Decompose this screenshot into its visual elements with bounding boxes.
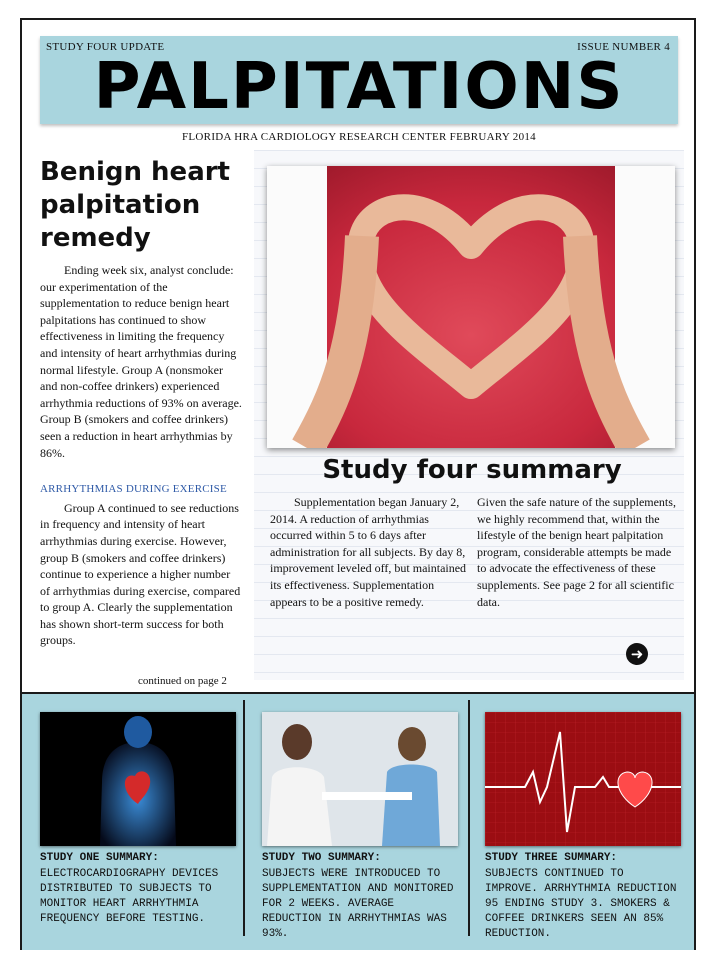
xray-heart-image <box>40 712 236 846</box>
summary-column-2 <box>477 494 677 610</box>
study-three-card <box>485 712 681 942</box>
summary-headline: Study four summary <box>322 455 622 485</box>
heart-hands-photo <box>267 166 675 448</box>
card-title: STUDY ONE SUMMARY: <box>40 852 159 864</box>
study-one-card <box>40 712 236 927</box>
card-divider <box>243 700 245 936</box>
summary-paragraph-2: Given the safe nature of the supplements, we highly recommend that, within the lifestyle of the benign heart palpitation program, considerable attempts be made to advocate the effectiveness of these supplements. See page 2 for all scientific data. <box>477 495 676 609</box>
ekg-heart-image <box>485 712 681 846</box>
card-text: ELECTROCARDIOGRAPHY DEVICES DISTRIBUTED TO SUBJECTS TO MONITOR HEART ARRHYTHMIA FREQUENCY BEFORE TESTING. <box>40 868 219 925</box>
issue-number-label: ISSUE NUMBER 4 <box>577 41 670 53</box>
card-text: SUBJECTS CONTINUED TO IMPROVE. ARRHYTHMIA REDUCTION 95 ENDING STUDY 3. SMOKERS & COFFEE DRINKERS SEEN AN 85% REDUCTION. <box>485 868 677 940</box>
right-arrow-icon[interactable]: ➜ <box>626 643 648 665</box>
exercise-paragraph: Group A continued to see reductions in frequency and intensity of heart arrhythmias during exercise. However, group B (smokers and coffee drinkers) continue to experience a higher number of arrhythmias during exercise, compared to group A. Clearly the supplementation has shown short-term success for both groups. <box>40 500 241 648</box>
masthead <box>40 36 678 124</box>
exercise-subhead: ARRHYTHMIAS DURING EXERCISE <box>40 483 227 496</box>
lead-headline: Benign heart palpitation remedy <box>40 157 230 253</box>
masthead-subline: FLORIDA HRA CARDIOLOGY RESEARCH CENTER FEBRUARY 2014 <box>182 131 536 143</box>
lead-paragraph: Ending week six, analyst conclude: our experimentation of the supplementation to reduce benign heart palpitations has continued to show effectiveness in limiting the frequency and intensity of heart arrhythmias during normal lifestyle. Group A (nonsmoker and non-coffee drinkers) experienced arrhythmia reductions of 93% on average. Group B (smokers and coffee drinkers) seen a reduction in heart arrhythmias by 86%. <box>40 263 242 460</box>
doctor-patient-image <box>262 712 458 846</box>
card-title: STUDY TWO SUMMARY: <box>262 852 381 864</box>
continued-link[interactable]: continued on page 2 <box>138 675 227 687</box>
summary-paragraph-1: Supplementation began January 2, 2014. A reduction of arrhythmias occurred within 5 to 6 days after administration for all subjects. By day 8, improvement leveled off, but maintained its effectiveness. Supplementation appears to be a positive remedy. <box>270 495 467 609</box>
newsletter-title: PALPITATIONS <box>93 50 625 124</box>
card-title: STUDY THREE SUMMARY: <box>485 852 618 864</box>
card-text: SUBJECTS WERE INTRODUCED TO SUPPLEMENTATION AND MONITORED FOR 2 WEEKS. AVERAGE REDUCTION IN ARRHYTHMIAS WAS 93%. <box>262 868 454 940</box>
lead-article <box>40 262 242 649</box>
masthead-left-label: STUDY FOUR UPDATE <box>46 41 165 53</box>
card-divider <box>468 700 470 936</box>
study-two-card <box>262 712 458 942</box>
summary-column-1 <box>270 494 468 610</box>
